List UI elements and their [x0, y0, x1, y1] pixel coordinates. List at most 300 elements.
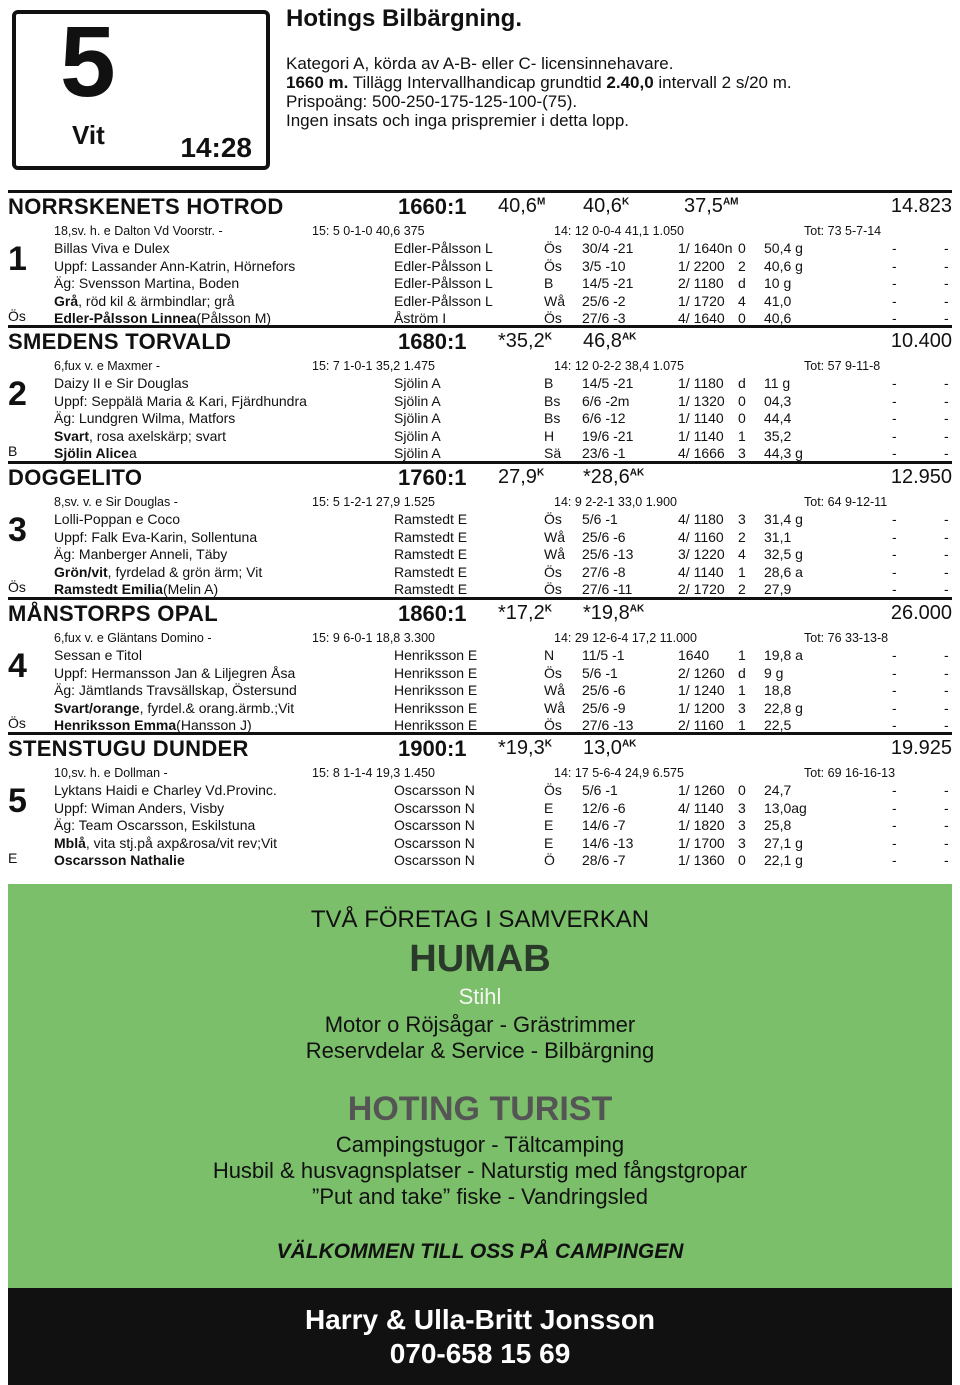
start-odds: -	[892, 581, 897, 597]
horse-start-row: Daizy II e Sir Douglas Sjölin A B 14/5 -21 1/ 1180 d 11 g - -	[54, 375, 949, 391]
horse-start-row: Sessan e Titol Henriksson E N 11/5 -1 1640 1 19,8 a - -	[54, 647, 949, 663]
start-prize: -	[944, 392, 949, 409]
horse-stat-2: $46,8^{AK}$	[583, 330, 637, 352]
start-placing: 1/ 1200	[678, 699, 725, 716]
race-info	[286, 54, 792, 130]
horse-record: 1900:1	[398, 736, 467, 761]
start-track: E	[544, 817, 554, 833]
start-time: 31,4 g	[764, 511, 803, 527]
start-track: Ös	[544, 563, 562, 580]
start-date: 25/6 -13	[582, 546, 634, 562]
start-prize: -	[944, 852, 949, 868]
start-time: 40,6 g	[764, 257, 803, 274]
horse-stat-2: $*19,8^{AK}$	[583, 602, 645, 624]
start-date: 5/6 -1	[582, 782, 618, 798]
ad-company-humab: HUMAB	[409, 938, 551, 980]
start-odds: -	[892, 682, 897, 698]
start-time: 27,9	[764, 581, 792, 597]
horse-info: Ramstedt Emilia (Melin A)	[54, 581, 219, 597]
start-placing: 1/ 1140	[678, 427, 724, 444]
horse-name: NORRSKENETS HOTROD	[8, 194, 284, 219]
horse-pedigree: 10,sv. h. e Dollman -	[54, 766, 168, 780]
start-placing: 1/ 1180	[678, 375, 724, 391]
horse-summary	[8, 358, 952, 375]
start-placing: 2/ 1720	[678, 581, 725, 597]
start-odds: -	[892, 427, 897, 444]
start-number: 1	[8, 240, 27, 278]
horse-entry	[8, 190, 952, 328]
horse-pedigree: 8,sv. v. e Sir Douglas -	[54, 495, 178, 509]
start-odds: -	[892, 275, 897, 291]
start-odds: -	[892, 257, 897, 274]
start-odds: -	[892, 817, 897, 833]
start-track: Ö	[544, 852, 555, 868]
start-post: 3	[738, 699, 746, 716]
horse-stats-total: Tot: 57 9-11-8	[804, 359, 881, 373]
start-driver: Oscarsson N	[394, 799, 475, 816]
start-prize: -	[944, 782, 949, 798]
home-track: E	[8, 850, 18, 866]
horse-pedigree: 6,fux v. e Gläntans Domino -	[54, 631, 212, 645]
start-time: 28,6 a	[764, 563, 803, 580]
horse-info: Oscarsson Nathalie	[54, 852, 185, 868]
start-post: 3	[738, 834, 746, 851]
start-prize: -	[944, 275, 949, 291]
horse-info: Svart , rosa axelskärp; svart	[54, 427, 226, 444]
start-odds: -	[892, 834, 897, 851]
horse-start-row: Uppf: Lassander Ann-Katrin, Hörnefors Edler-Pålsson L Ös 3/5 -10 1/ 2200 2 40,6 g - -	[54, 257, 949, 274]
ad-stihl: Stihl	[458, 984, 502, 1009]
start-driver: Oscarsson N	[394, 834, 475, 851]
start-track: Ös	[544, 257, 562, 274]
start-track: E	[544, 834, 554, 851]
horse-stat-1: $27,9^K$	[498, 466, 545, 488]
start-prize: -	[944, 310, 949, 326]
start-placing: 1/ 1700	[678, 834, 725, 851]
horse-info: Mblå , vita stj.på axp&rosa/vit rev;Vit	[54, 834, 278, 851]
horse-stats-2015: 15: 7 1-0-1 35,2 1.475	[312, 359, 436, 373]
start-placing: 4/ 1180	[678, 511, 724, 527]
start-post: 4	[738, 292, 746, 309]
horse-record: 1860:1	[398, 601, 467, 626]
race-info-line: Prispoäng: 500-250-175-125-100-(75).	[286, 92, 578, 111]
horse-start-row: Äg: Svensson Martina, Boden Edler-Pålsson L B 14/5 -21 2/ 1180 d 10 g - -	[54, 275, 949, 291]
horse-record: 1680:1	[398, 329, 467, 354]
start-post: 3	[738, 817, 746, 833]
start-time: 40,6	[764, 310, 792, 326]
start-date: 14/6 -7	[582, 817, 626, 833]
horse-stats-2014: 14: 12 0-0-4 41,1 1.050	[554, 224, 684, 238]
start-time: 22,8 g	[764, 699, 803, 716]
ad-heading: TVÅ FÖRETAG I SAMVERKAN	[310, 906, 650, 933]
start-odds: -	[892, 528, 897, 545]
race-info-line: Kategori A, körda av A-B- eller C- licensinnehavare.	[286, 54, 674, 73]
start-driver: Edler-Pålsson L	[394, 275, 493, 291]
start-prize: -	[944, 799, 949, 816]
start-date: 14/6 -13	[582, 834, 634, 851]
start-odds: -	[892, 410, 897, 426]
ad-company-hoting-turist: HOTING TURIST	[347, 1090, 613, 1128]
start-placing: 4/ 1140	[678, 563, 724, 580]
start-driver: Ramstedt E	[394, 546, 468, 562]
start-track: Wå	[544, 682, 565, 698]
horse-stats-total: Tot: 64 9-12-11	[804, 495, 888, 509]
start-post: d	[738, 375, 746, 391]
start-post: 0	[738, 410, 746, 426]
start-track: B	[544, 275, 554, 291]
start-placing: 4/ 1160	[678, 528, 724, 545]
start-post: 0	[738, 310, 746, 326]
horse-entry	[8, 461, 952, 599]
start-date: 14/5 -21	[582, 275, 634, 291]
start-placing: 4/ 1140	[678, 799, 724, 816]
start-odds: -	[892, 563, 897, 580]
horse-earnings: 10.400	[890, 330, 952, 352]
start-driver: Sjölin A	[394, 427, 441, 444]
start-prize: -	[944, 664, 949, 681]
home-track: Ös	[8, 715, 26, 731]
footer-phone: 070-658 15 69	[389, 1338, 571, 1369]
horse-summary	[8, 765, 952, 782]
start-date: 27/6 -3	[582, 310, 626, 326]
horse-info: Grå , röd kil & ärmbindlar; grå	[54, 292, 235, 309]
horse-start-row	[8, 852, 952, 870]
horse-start-row: Uppf: Falk Eva-Karin, Sollentuna Ramstedt E Wå 25/6 -6 4/ 1160 2 31,1 - -	[54, 528, 949, 545]
start-driver: Ramstedt E	[394, 563, 468, 580]
start-prize: -	[944, 445, 949, 461]
horse-pedigree: 18,sv. h. e Dalton Vd Voorstr. -	[54, 224, 223, 238]
race-number: 5	[60, 6, 116, 118]
start-post: 1	[738, 427, 746, 444]
start-date: 25/6 -6	[582, 682, 626, 698]
start-post: d	[738, 664, 746, 681]
start-placing: 1/ 1360	[678, 852, 725, 868]
start-placing: 2/ 1260	[678, 664, 725, 681]
start-driver: Åström I	[394, 310, 447, 326]
start-post: 3	[738, 799, 746, 816]
start-prize: -	[944, 240, 949, 256]
start-post: 1	[738, 563, 746, 580]
horse-info: Grön/vit , fyrdelad & grön ärm; Vit	[54, 563, 263, 580]
start-post: 1	[738, 682, 746, 698]
start-track: Ös	[544, 664, 562, 681]
start-driver: Henriksson E	[394, 717, 478, 733]
horse-stat-1: $40,6^M$	[498, 195, 546, 217]
start-time: 04,3	[764, 392, 792, 409]
start-odds: -	[892, 647, 897, 663]
start-date: 6/6 -2m	[582, 392, 630, 409]
horse-header	[8, 732, 952, 765]
race-info-line: Ingen insats och inga prispremier i detta lopp.	[286, 111, 630, 130]
start-odds: -	[892, 375, 897, 391]
start-date: 27/6 -8	[582, 563, 626, 580]
start-track: Wå	[544, 528, 565, 545]
start-date: 19/6 -21	[582, 427, 634, 444]
horse-header	[8, 190, 952, 223]
ad-welcome: VÄLKOMMEN TILL OSS PÅ CAMPINGEN	[276, 1240, 684, 1263]
start-driver: Henriksson E	[394, 664, 478, 681]
start-track: Ös	[544, 581, 562, 597]
start-odds: -	[892, 546, 897, 562]
start-time: 22,5	[764, 717, 792, 733]
start-track: Bs	[544, 392, 561, 409]
start-prize: -	[944, 647, 949, 663]
start-time: 44,3 g	[764, 445, 803, 461]
start-prize: -	[944, 257, 949, 274]
start-number: 2	[8, 375, 27, 413]
start-driver: Ramstedt E	[394, 511, 468, 527]
start-date: 27/6 -13	[582, 717, 634, 733]
horse-earnings: 19.925	[890, 737, 952, 759]
start-time: 9 g	[764, 664, 784, 681]
horse-info: Henriksson Emma (Hansson J)	[54, 717, 252, 733]
start-prize: -	[944, 817, 949, 833]
start-number: 4	[8, 647, 27, 685]
start-placing: 1640	[678, 647, 710, 663]
horse-start-row: Uppf: Wiman Anders, Visby Oscarsson N E 12/6 -6 4/ 1140 3 13,0ag - -	[54, 799, 949, 816]
start-prize: -	[944, 546, 949, 562]
start-odds: -	[892, 240, 897, 256]
start-track: Bs	[544, 410, 561, 426]
start-time: 19,8 a	[764, 647, 803, 663]
start-odds: -	[892, 699, 897, 716]
horse-start-row	[8, 581, 952, 599]
start-placing: 1/ 1260	[678, 782, 725, 798]
horse-start-row: Uppf: Seppälä Maria & Kari, Fjärdhundra Sjölin A Bs 6/6 -2m 1/ 1320 0 04,3 - -	[54, 392, 949, 409]
start-post: 1	[738, 647, 746, 663]
horse-header	[8, 597, 952, 630]
horse-earnings: 12.950	[890, 466, 952, 488]
start-driver: Sjölin A	[394, 392, 441, 409]
horse-info: Svart/orange , fyrdel.& orang.ärmb.;Vit	[54, 699, 295, 716]
start-time: 18,8	[764, 682, 792, 698]
start-track: N	[544, 647, 555, 663]
home-track: Ös	[8, 579, 26, 595]
horse-start-row	[8, 700, 952, 718]
start-prize: -	[944, 375, 949, 391]
horse-header	[8, 461, 952, 494]
start-time: 13,0ag	[764, 799, 807, 816]
race-box	[12, 6, 270, 170]
start-odds: -	[892, 392, 897, 409]
ad-text: Campingstugor - Tältcamping	[335, 1132, 625, 1157]
start-driver: Henriksson E	[394, 699, 478, 716]
start-prize: -	[944, 427, 949, 444]
start-odds: -	[892, 664, 897, 681]
start-date: 28/6 -7	[582, 852, 626, 868]
start-placing: 1/ 1320	[678, 392, 725, 409]
horse-stats-2015: 15: 5 1-2-1 27,9 1.525	[312, 495, 436, 509]
home-track: B	[8, 443, 18, 459]
start-number: 5	[8, 782, 27, 820]
horse-summary	[8, 494, 952, 511]
start-post: 0	[738, 782, 746, 798]
start-post: 2	[738, 257, 746, 274]
horse-stats-total: Tot: 73 5-7-14	[804, 224, 882, 238]
start-track: Ös	[544, 782, 562, 798]
ad-text: Motor o Röjsågar - Grästrimmer	[324, 1012, 636, 1037]
start-prize: -	[944, 834, 949, 851]
start-date: 11/5 -1	[582, 647, 625, 663]
start-post: 3	[738, 511, 746, 527]
horse-name: SMEDENS TORVALD	[8, 329, 232, 354]
start-time: 44,4	[764, 410, 792, 426]
start-driver: Henriksson E	[394, 682, 478, 698]
start-post: 0	[738, 240, 746, 256]
start-post: 0	[738, 392, 746, 409]
horse-stat-2: $13,0^{AK}$	[583, 737, 637, 759]
start-prize: -	[944, 682, 949, 698]
race-time: 14:28	[180, 132, 252, 163]
horse-stat-3: $37,5^{AM}$	[684, 195, 739, 217]
start-odds: -	[892, 799, 897, 816]
start-driver: Sjölin A	[394, 410, 441, 426]
start-post: 0	[738, 852, 746, 868]
start-track: Wå	[544, 292, 565, 309]
horse-stat-1: $*35,2^K$	[498, 330, 552, 352]
start-track: E	[544, 799, 554, 816]
start-date: 23/6 -1	[582, 445, 626, 461]
race-title: Hotings Bilbärgning.	[286, 5, 522, 32]
start-date: 5/6 -1	[582, 511, 618, 527]
ad-text: ”Put and take” fiske - Vandringsled	[312, 1184, 648, 1209]
start-prize: -	[944, 699, 949, 716]
horse-start-row: Lyktans Haidi e Charley Vd.Provinc. Oscarsson N Ös 5/6 -1 1/ 1260 0 24,7 - -	[54, 782, 949, 798]
footer-name: Harry & Ulla-Britt Jonsson	[304, 1304, 656, 1335]
start-placing: 3/ 1220	[678, 546, 725, 562]
horse-start-row	[8, 428, 952, 446]
start-placing: 1/ 1820	[678, 817, 725, 833]
start-time: 27,1 g	[764, 834, 803, 851]
start-prize: -	[944, 581, 949, 597]
horse-header	[8, 325, 952, 358]
start-date: 25/6 -9	[582, 699, 626, 716]
start-date: 6/6 -12	[582, 410, 626, 426]
start-prize: -	[944, 717, 949, 733]
horse-info: Sjölin Alice a	[54, 445, 137, 461]
start-post: 2	[738, 528, 746, 545]
horse-start-row	[8, 293, 952, 311]
start-date: 12/6 -6	[582, 799, 626, 816]
horse-entry	[8, 597, 952, 735]
start-track: Wå	[544, 546, 565, 562]
horse-start-row	[8, 564, 952, 582]
race-info-line: 1660 m. Tillägg Intervallhandicap grundtid 2.40,0 intervall 2 s/20 m.	[286, 73, 792, 92]
horse-name: MÅNSTORPS OPAL	[8, 601, 218, 626]
start-date: 5/6 -1	[582, 664, 618, 681]
start-driver: Oscarsson N	[394, 852, 475, 868]
start-number: 3	[8, 511, 27, 549]
start-time: 35,2	[764, 427, 792, 444]
horse-start-row: Äg: Lundgren Wilma, Matfors Sjölin A Bs 6/6 -12 1/ 1140 0 44,4 - -	[54, 410, 949, 426]
horse-earnings: 14.823	[890, 195, 952, 217]
horse-start-row: Äg: Team Oscarsson, Eskilstuna Oscarsson N E 14/6 -7 1/ 1820 3 25,8 - -	[54, 817, 949, 833]
horse-stats-2015: 15: 9 6-0-1 18,8 3.300	[312, 631, 436, 645]
horse-entry	[8, 732, 952, 870]
start-prize: -	[944, 563, 949, 580]
start-driver: Sjölin A	[394, 445, 441, 461]
start-time: 32,5 g	[764, 546, 803, 562]
start-track: H	[544, 427, 555, 444]
start-driver: Edler-Pålsson L	[394, 240, 493, 256]
start-driver: Sjölin A	[394, 375, 441, 391]
horse-name: STENSTUGU DUNDER	[8, 736, 249, 761]
horse-entry	[8, 325, 952, 463]
horse-start-row: Uppf: Hermansson Jan & Liljegren Åsa Henriksson E Ös 5/6 -1 2/ 1260 d 9 g - -	[54, 664, 949, 681]
race-color: Vit	[72, 120, 105, 150]
horse-start-row: Äg: Manberger Anneli, Täby Ramstedt E Wå 25/6 -13 3/ 1220 4 32,5 g - -	[54, 546, 949, 562]
start-driver: Oscarsson N	[394, 817, 475, 833]
start-driver: Henriksson E	[394, 647, 478, 663]
advertisement	[8, 884, 952, 1288]
start-driver: Oscarsson N	[394, 782, 475, 798]
start-driver: Ramstedt E	[394, 581, 468, 597]
horse-stats-2014: 14: 29 12-6-4 17,2 11.000	[554, 631, 697, 645]
horse-stats-2015: 15: 5 0-1-0 40,6 375	[312, 224, 425, 238]
start-date: 25/6 -2	[582, 292, 626, 309]
start-time: 11 g	[764, 375, 791, 391]
start-odds: -	[892, 717, 897, 733]
start-placing: 2/ 1180	[678, 275, 724, 291]
horse-stat-2: $40,6^K$	[583, 195, 630, 217]
start-placing: 1/ 1240	[678, 682, 725, 698]
start-date: 30/4 -21	[582, 240, 634, 256]
ad-text: Husbil & husvagnsplatser - Naturstig med fångstgropar	[212, 1158, 748, 1183]
start-track: Ös	[544, 240, 562, 256]
horse-record: 1660:1	[398, 194, 467, 219]
start-post: 2	[738, 581, 746, 597]
start-post: 3	[738, 445, 746, 461]
start-track: Ös	[544, 511, 562, 527]
start-odds: -	[892, 782, 897, 798]
horse-summary	[8, 630, 952, 647]
horse-stat-1: $*17,2^K$	[498, 602, 552, 624]
start-time: 31,1	[764, 528, 792, 545]
start-time: 50,4 g	[764, 240, 803, 256]
start-driver: Ramstedt E	[394, 528, 468, 545]
start-track: B	[544, 375, 554, 391]
start-post: 4	[738, 546, 746, 562]
start-post: 1	[738, 717, 746, 733]
start-placing: 2/ 1160	[678, 717, 724, 733]
start-date: 25/6 -6	[582, 528, 626, 545]
start-odds: -	[892, 511, 897, 527]
ad-text: Reservdelar & Service - Bilbärgning	[305, 1038, 655, 1063]
start-placing: 1/ 1640n	[678, 240, 733, 256]
horse-stats-2014: 14: 12 0-2-2 38,4 1.075	[554, 359, 684, 373]
start-placing: 4/ 1640	[678, 310, 725, 326]
start-time: 10 g	[764, 275, 792, 291]
horse-start-row	[8, 835, 952, 853]
start-time: 41,0	[764, 292, 792, 309]
horse-info: Edler-Pålsson Linnea (Pålsson M)	[54, 310, 272, 326]
start-prize: -	[944, 528, 949, 545]
start-track: Ös	[544, 717, 562, 733]
horse-start-row: Billas Viva e Dulex Edler-Pålsson L Ös 30/4 -21 1/ 1640n 0 50,4 g - -	[54, 240, 949, 256]
home-track: Ös	[8, 308, 26, 324]
start-time: 24,7	[764, 782, 792, 798]
start-odds: -	[892, 852, 897, 868]
start-placing: 4/ 1666	[678, 445, 725, 461]
start-post: d	[738, 275, 746, 291]
start-date: 3/5 -10	[582, 257, 626, 274]
start-time: 22,1 g	[764, 852, 803, 868]
start-odds: -	[892, 292, 897, 309]
start-time: 25,8	[764, 817, 792, 833]
footer-sponsor	[8, 1288, 952, 1385]
start-prize: -	[944, 511, 949, 527]
horse-summary	[8, 223, 952, 240]
